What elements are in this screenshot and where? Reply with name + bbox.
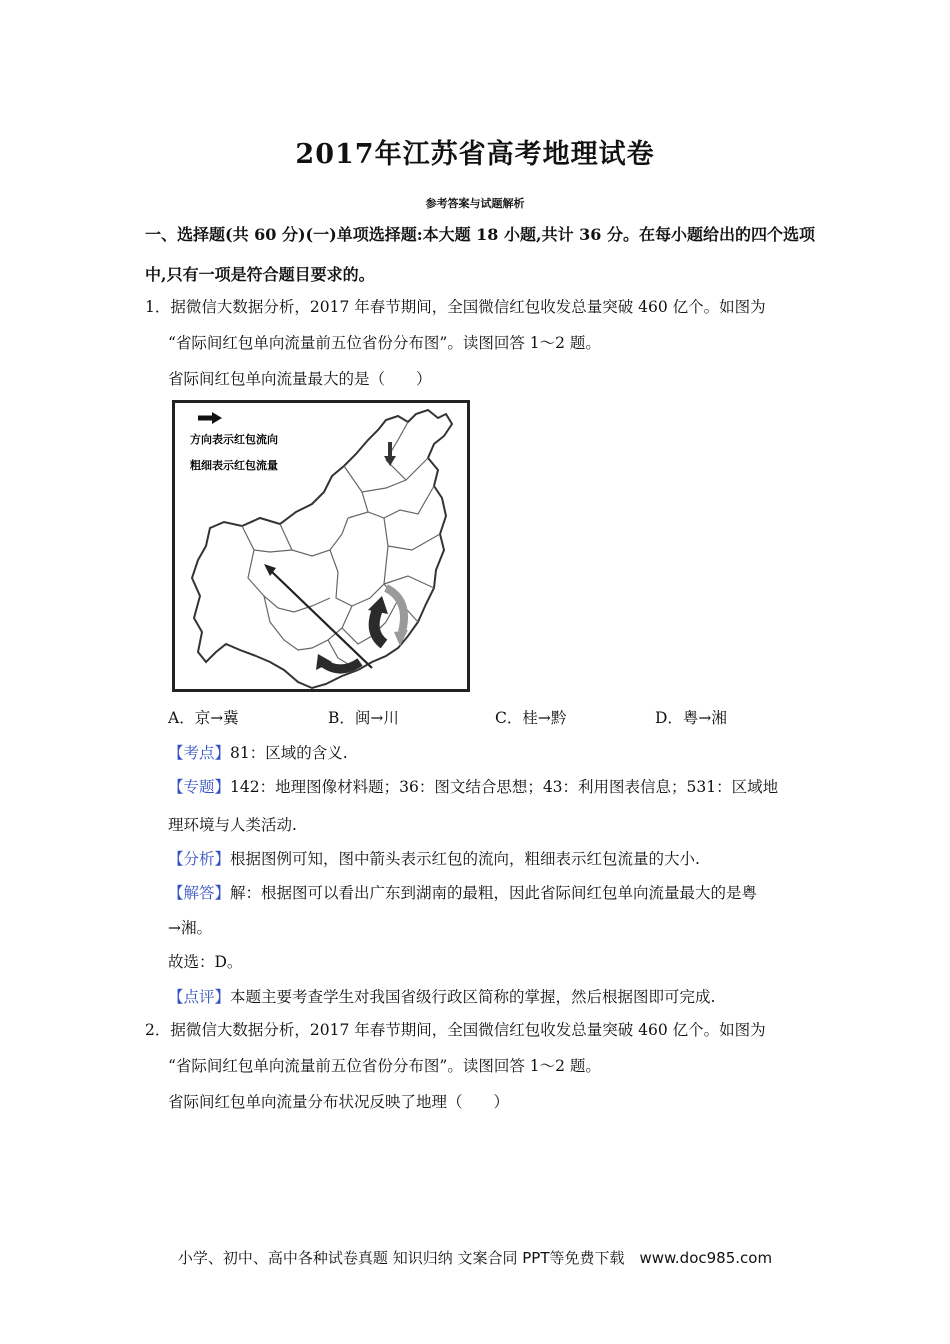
jieda-text: 解：根据图可以看出广东到湖南的最粗，因此省际间红包单向流量最大的是粤 <box>230 884 758 902</box>
legend-line2: 粗细表示红包流量 <box>190 459 278 472</box>
zhuanti-line1 <box>168 775 778 797</box>
q1-stem-line1: 1．据微信大数据分析，2017 年春节期间，全国微信红包收发总量突破 460 亿个。如图为 <box>145 298 766 316</box>
jieda-tag: 【解答】 <box>168 884 231 902</box>
kaodian-text: 81：区域的含义. <box>230 744 348 762</box>
q1-option-d: D．粤→湘 <box>655 709 727 727</box>
page-title: 2017年江苏省高考地理试卷 <box>295 139 655 170</box>
dianping-text: 本题主要考查学生对我国省级行政区简称的掌握，然后根据图即可完成. <box>230 988 716 1006</box>
footer-text: 小学、初中、高中各种试卷真题 知识归纳 文案合同 PPT等免费下载 www.doc985.com <box>177 1249 773 1267</box>
legend-line1: 方向表示红包流向 <box>190 433 278 446</box>
q2-question: 省际间红包单向流量分布状况反映了地理（ ） <box>168 1093 510 1111</box>
zhuanti-line2: 理环境与人类活动. <box>168 816 297 834</box>
q1-question: 省际间红包单向流量最大的是（ ） <box>168 370 432 388</box>
section-heading-line2: 中,只有一项是符合题目要求的。 <box>145 265 375 284</box>
q1-option-b: B．闽→川 <box>328 709 399 727</box>
jieda-line1 <box>168 881 757 903</box>
q1-stem-line2: “省际间红包单向流量前五位省份分布图”。读图回答 1～2 题。 <box>168 334 601 352</box>
fenxi-tag: 【分析】 <box>168 850 231 868</box>
fenxi-text: 根据图例可知，图中箭头表示红包的流向，粗细表示红包流量的大小. <box>230 850 700 868</box>
zhuanti-tag: 【专题】 <box>168 778 231 796</box>
kaodian-line <box>168 741 348 763</box>
zhuanti-text: 142：地理图像材料题；36：图文结合思想；43：利用图表信息；531：区域地 <box>230 778 779 796</box>
jieda-line2: →湘。 <box>168 919 212 937</box>
province-flow-map <box>172 400 470 692</box>
dianping-line <box>168 985 715 1007</box>
fenxi-line <box>168 847 700 869</box>
q2-stem-line1: 2．据微信大数据分析，2017 年春节期间，全国微信红包收发总量突破 460 亿个。如图为 <box>145 1021 766 1039</box>
kaodian-tag: 【考点】 <box>168 744 231 762</box>
q1-option-c: C．桂→黔 <box>495 709 567 727</box>
q1-option-a: A．京→冀 <box>168 709 239 727</box>
q2-stem-line2: “省际间红包单向流量前五位省份分布图”。读图回答 1～2 题。 <box>168 1057 601 1075</box>
page-subtitle: 参考答案与试题解析 <box>425 197 525 210</box>
dianping-tag: 【点评】 <box>168 988 231 1006</box>
section-heading-line1: 一、选择题(共 60 分)(一)单项选择题:本大题 18 小题,共计 36 分。在每小题给出的四个选项 <box>145 225 815 244</box>
answer-line: 故选：D。 <box>168 953 243 971</box>
